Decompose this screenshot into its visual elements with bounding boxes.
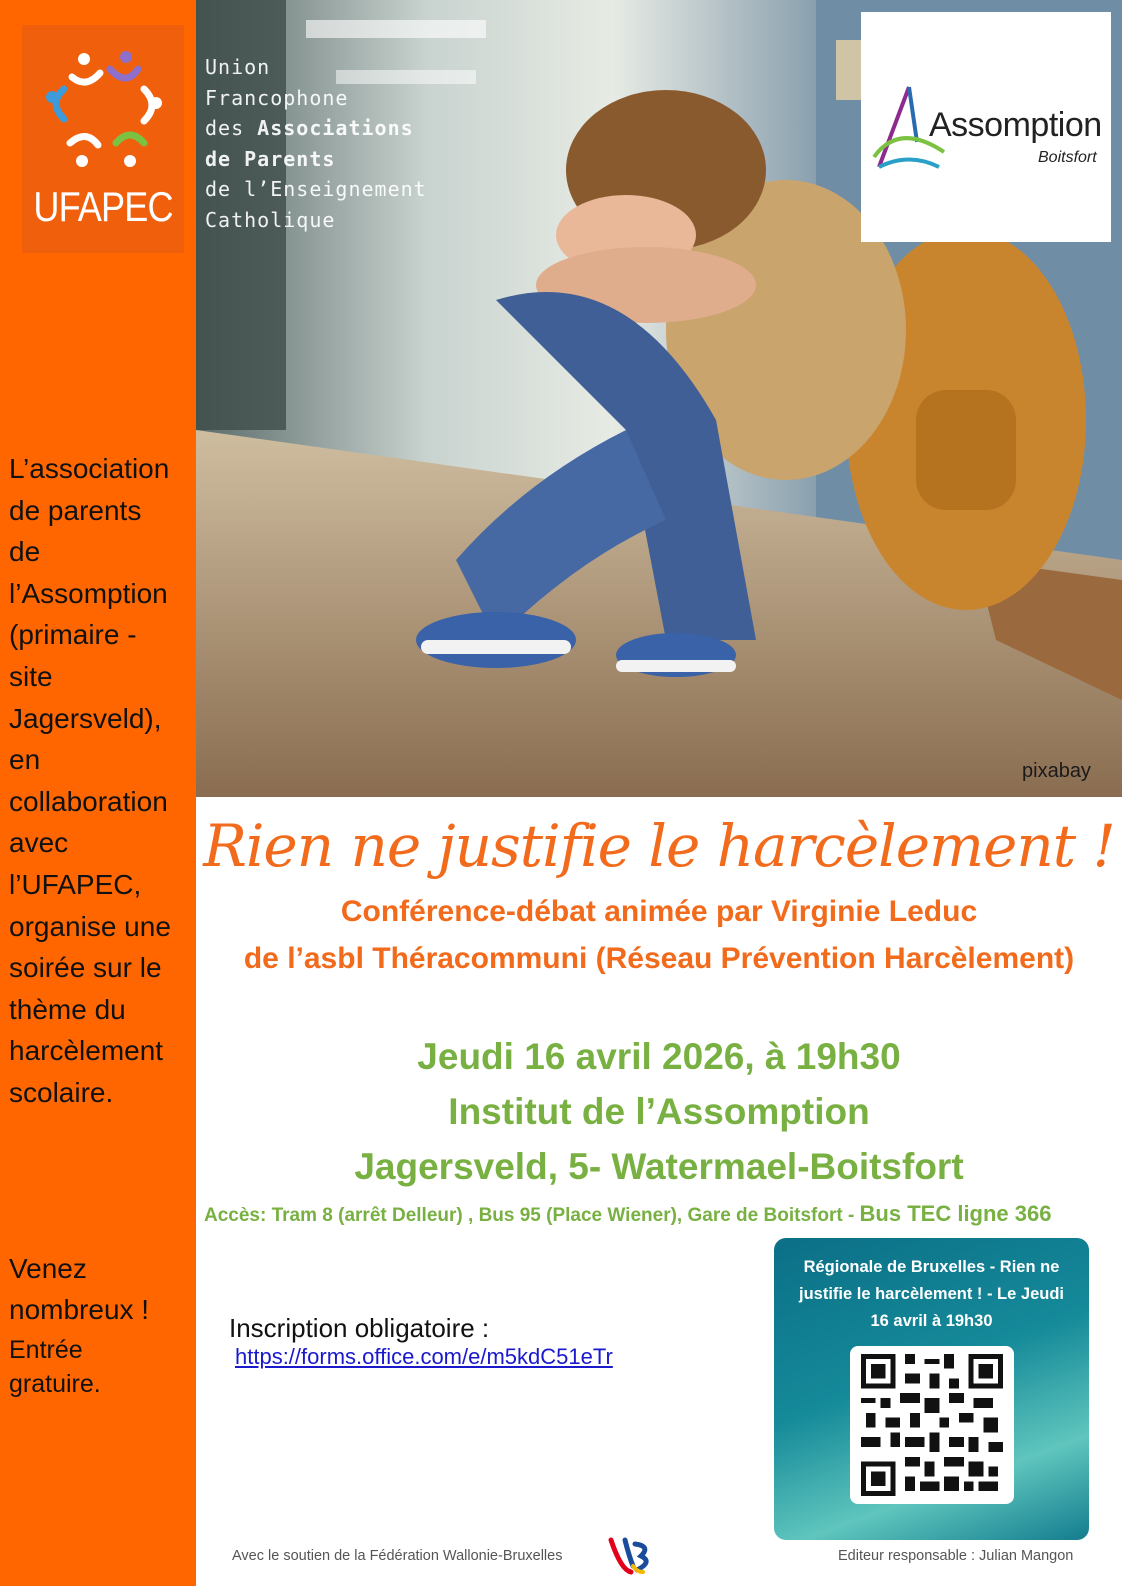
free-entry-text <box>9 1333 193 1401</box>
qr-card <box>774 1238 1089 1540</box>
event-subtitle: Conférence-débat animée par Virginie Leduc <box>340 895 978 928</box>
intro-line: (primaire - <box>9 619 137 651</box>
ufapec-logo-text: UFAPEC <box>33 183 173 230</box>
intro-line: de <box>9 536 41 568</box>
qr-code[interactable] <box>850 1346 1014 1504</box>
cta-line: Venez <box>9 1253 87 1284</box>
ufapec-name-line: Union <box>205 55 271 79</box>
ufapec-name-line: Catholique <box>205 207 336 232</box>
registration-label: Inscription obligatoire : <box>229 1313 490 1343</box>
ufapec-logo <box>22 25 184 253</box>
sidebar <box>0 0 196 1586</box>
intro-line: l’Assomption <box>9 577 168 609</box>
access-bus-text: Bus TEC ligne 366 <box>859 1201 1052 1226</box>
cta-line: nombreux ! <box>9 1294 150 1325</box>
intro-line: en <box>9 744 41 776</box>
photo-credit: pixabay <box>1022 760 1091 782</box>
assomption-logo-subtext: Boitsfort <box>1038 149 1097 166</box>
ufapec-logo-mark-icon <box>34 39 172 177</box>
assomption-logo-text: Assomption <box>929 106 1102 144</box>
access-text: Accès: Tram 8 (arrêt Delleur) , Bus 95 (Place Wiener), Gare de Boitsfort - <box>204 1205 860 1226</box>
intro-line: harcèlement <box>9 1035 164 1067</box>
event-access-info <box>204 1201 1116 1227</box>
registration-link[interactable]: https://forms.office.com/e/m5kdC51eTr <box>235 1344 613 1369</box>
intro-text <box>9 448 193 1114</box>
intro-line: site <box>9 660 53 692</box>
footer-support-text: Avec le soutien de la Fédération Wallonie-Bruxelles <box>232 1548 563 1564</box>
free-entry-line: Entrée <box>9 1336 83 1364</box>
intro-line: avec <box>9 827 69 859</box>
event-venue: Institut de l’Assomption <box>448 1091 870 1132</box>
qr-card-line: justifie le harcèlement ! - Le Jeudi <box>799 1285 1064 1303</box>
ufapec-name-part-bold: de Parents <box>205 146 336 171</box>
ufapec-full-name <box>205 52 427 236</box>
ufapec-name-part-bold: Associations <box>257 116 414 141</box>
qr-code-icon <box>860 1354 1004 1496</box>
federation-wallonie-bruxelles-logo-icon <box>607 1536 655 1576</box>
intro-line: organise une <box>9 910 171 942</box>
ufapec-name-part: des <box>205 116 258 141</box>
assomption-logo <box>861 12 1111 242</box>
free-entry-line: gratuire. <box>9 1370 101 1398</box>
qr-card-line: Régionale de Bruxelles - Rien ne <box>803 1258 1060 1276</box>
intro-line: Jagersveld), <box>9 702 162 734</box>
ufapec-name-line: Francophone <box>205 85 349 110</box>
event-date: Jeudi 16 avril 2026, à 19h30 <box>417 1036 901 1077</box>
footer-publisher-text: Editeur responsable : Julian Mangon <box>838 1548 1074 1564</box>
ufapec-name-line: de l’Enseignement <box>205 177 427 202</box>
ufapec-name-line <box>205 113 427 144</box>
intro-line: thème du <box>9 993 126 1025</box>
intro-line: collaboration <box>9 785 168 817</box>
intro-line: soirée sur le <box>9 952 162 984</box>
call-to-action <box>9 1248 193 1330</box>
ufapec-name-line <box>205 144 427 175</box>
event-title: Rien ne justifie le harcèlement ! <box>203 812 1115 880</box>
intro-line: scolaire. <box>9 1076 114 1108</box>
intro-line: L’association <box>9 453 170 484</box>
event-address: Jagersveld, 5- Watermael-Boitsfort <box>354 1146 964 1187</box>
qr-card-title <box>782 1254 1081 1335</box>
intro-line: de parents <box>9 494 142 526</box>
qr-card-line: 16 avril à 19h30 <box>870 1312 993 1330</box>
event-subtitle: de l’asbl Théracommuni (Réseau Prévention Harcèlement) <box>243 942 1075 975</box>
intro-line: l’UFAPEC, <box>9 868 142 900</box>
